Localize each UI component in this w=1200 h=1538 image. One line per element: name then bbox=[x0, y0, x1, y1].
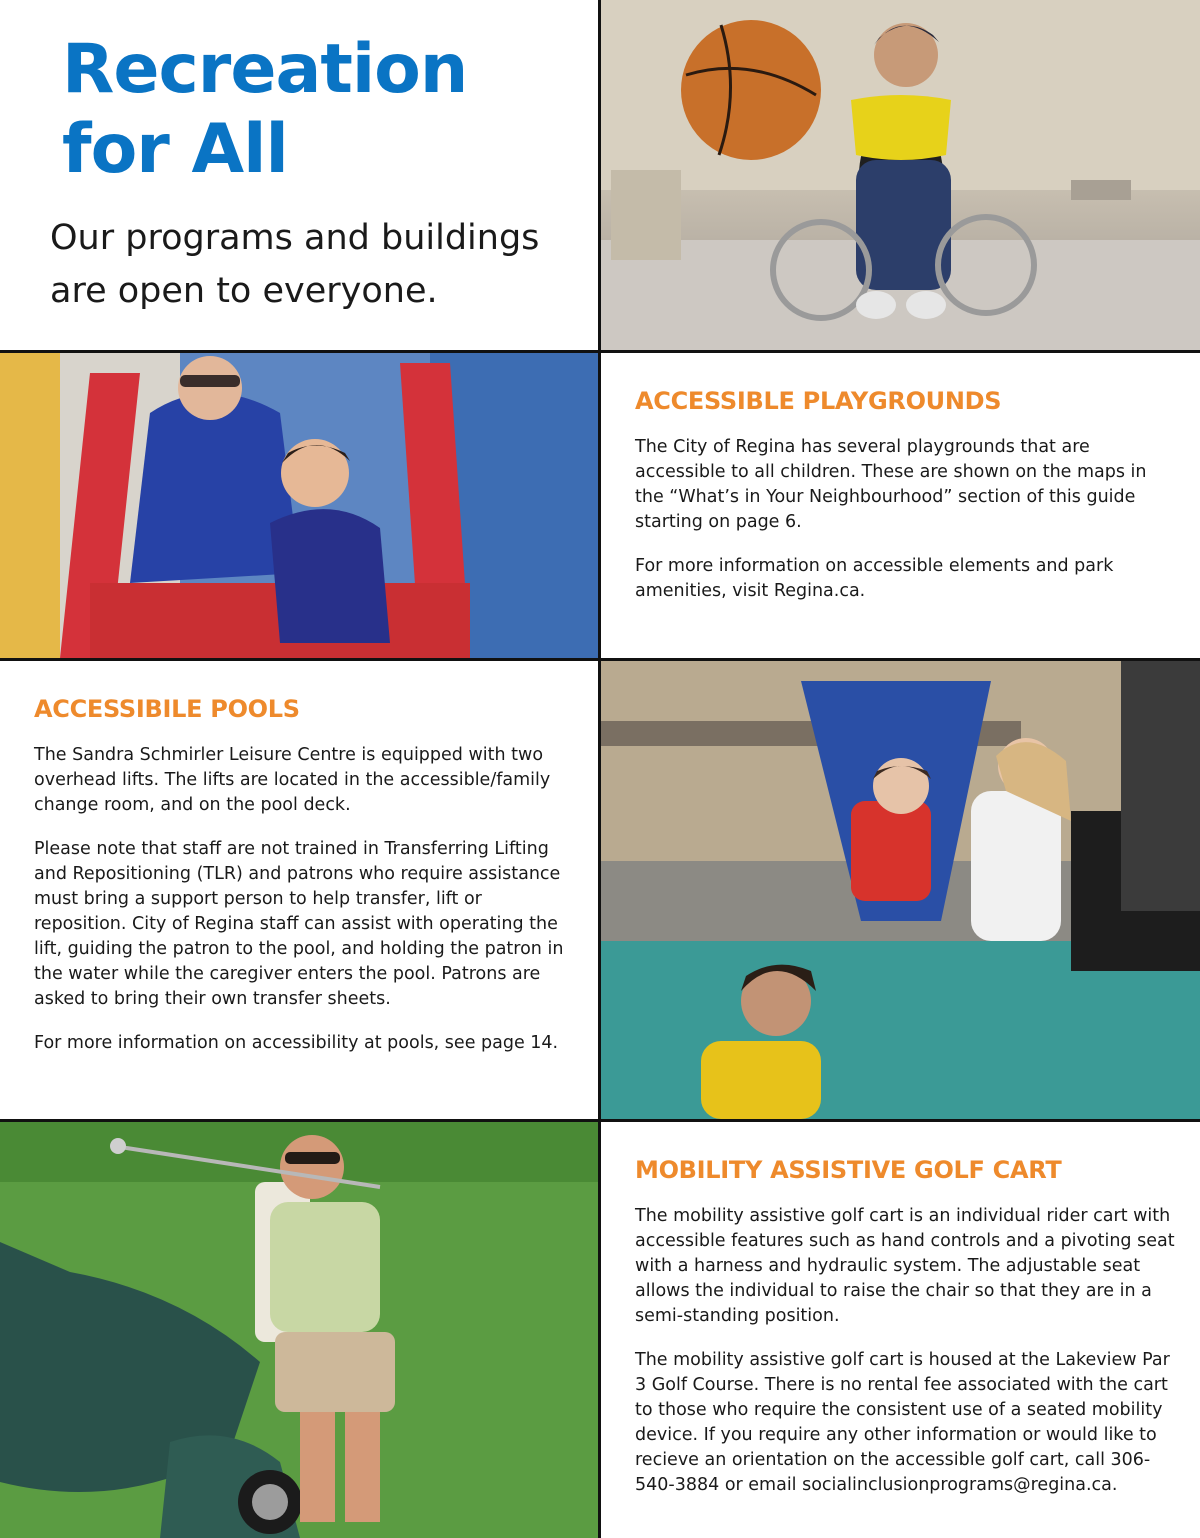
page-subtitle-line2: are open to everyone. bbox=[50, 271, 438, 311]
pools-paragraph-3: For more information on accessibility at pools, see page 14. bbox=[34, 1033, 559, 1053]
golf-panel bbox=[601, 1122, 1200, 1538]
golf-paragraph-2: The mobility assistive golf cart is housed at the Lakeview Par 3 Golf Course. There is no rental fee associated with the cart to those who require the consistent use of a seated mobility device. If you require any other information or would like to recieve an orientation on the accessible golf cart, call 306-540-3884 or email socialinclusionprograms@regina.ca. bbox=[635, 1350, 1170, 1495]
pools-heading: ACCESSIBILE POOLS bbox=[34, 695, 300, 723]
page-title-line1: Recreation bbox=[62, 30, 468, 109]
page-subtitle bbox=[50, 212, 580, 318]
pools-paragraph-1: The Sandra Schmirler Leisure Centre is equipped with two overhead lifts. The lifts are located in the accessible/family change room, and on the pool deck. bbox=[34, 745, 551, 815]
playgrounds-panel bbox=[601, 353, 1200, 658]
playgrounds-section bbox=[635, 387, 1178, 623]
golf-section bbox=[635, 1156, 1178, 1517]
pool-lift-photo bbox=[601, 661, 1200, 1119]
playgrounds-paragraph-1: The City of Regina has several playgrounds that are accessible to all children. These are shown on the maps in the “What’s in Your Neighbourhood” section of this guide starting on page 6. bbox=[635, 437, 1147, 532]
playground-slide-photo bbox=[0, 353, 598, 658]
pools-panel bbox=[0, 661, 598, 1119]
basketball-wheelchair-photo bbox=[601, 0, 1200, 350]
golf-heading: MOBILITY ASSISTIVE GOLF CART bbox=[635, 1156, 1062, 1184]
page-title-line2: for All bbox=[62, 110, 288, 189]
basketball-photo-illustration bbox=[601, 0, 1200, 350]
playgrounds-heading: ACCESSIBLE PLAYGROUNDS bbox=[635, 387, 1002, 415]
page-title bbox=[62, 30, 467, 190]
golf-paragraph-1: The mobility assistive golf cart is an individual rider cart with accessible features such as hand controls and a pivoting seat with a harness and hydraulic system. The adjustable seat allows the individual to raise the chair so that they are in a semi-standing position. bbox=[635, 1206, 1175, 1326]
golf-cart-photo bbox=[0, 1122, 598, 1538]
golf-photo-illustration bbox=[0, 1122, 598, 1538]
pools-section bbox=[34, 695, 576, 1075]
page-subtitle-line1: Our programs and buildings bbox=[50, 218, 540, 258]
title-panel bbox=[0, 0, 598, 350]
pool-photo-illustration bbox=[601, 661, 1200, 1119]
playgrounds-paragraph-2: For more information on accessible elements and park amenities, visit Regina.ca. bbox=[635, 556, 1114, 601]
playground-photo-illustration bbox=[0, 353, 598, 658]
pools-paragraph-2: Please note that staff are not trained in Transferring Lifting and Repositioning (TLR) and patrons who require assistance must bring a support person to help transfer, lift or reposition. City of Regina staff can assist with operating the lift, guiding the patron to the pool, and holding the patron in the water while the caregiver enters the pool. Patrons are asked to bring their own transfer sheets. bbox=[34, 839, 564, 1009]
